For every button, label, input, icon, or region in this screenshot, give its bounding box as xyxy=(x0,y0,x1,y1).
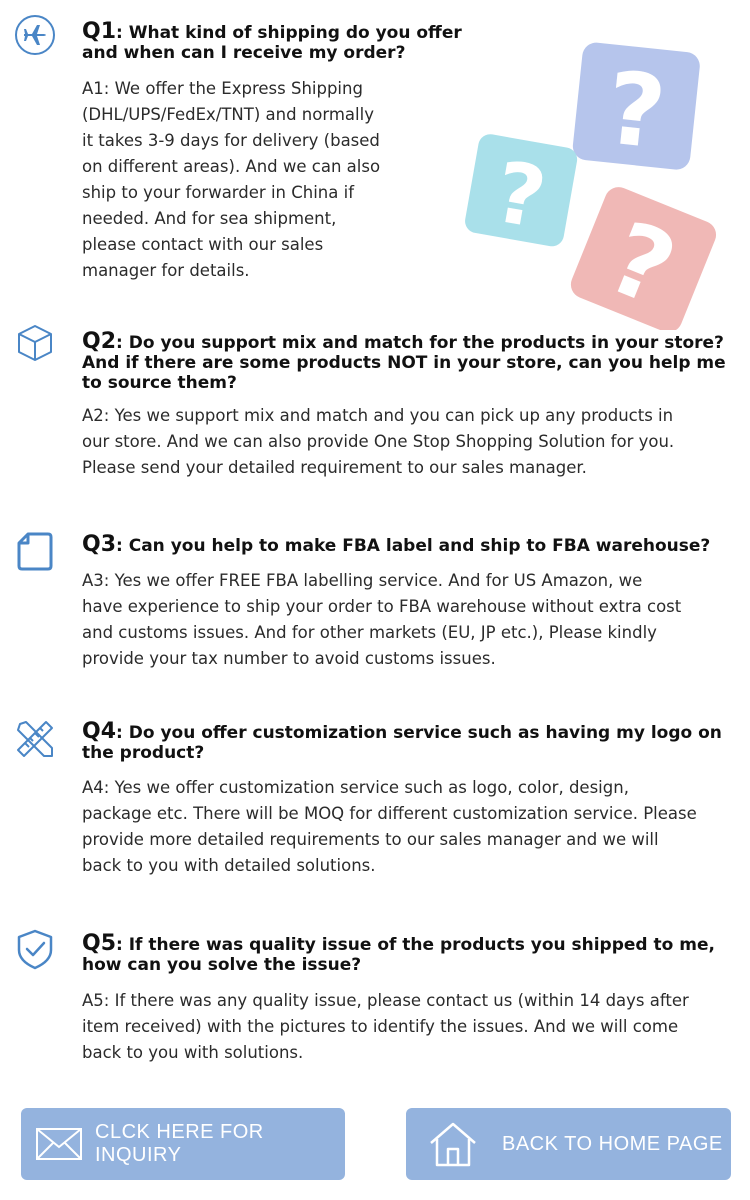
answer-text: A3: Yes we offer FREE FBA labelling service. And for US Amazon, we have experience to ship your order to FBA warehouse without extra cost and customs issues. And for other markets (EU, JP etc.), Please kindly provide your tax number to avoid customs issues. xyxy=(82,571,682,668)
question-text: : Do you support mix and match for the products in your store? And if there are some products NOT in your store, can you help me to source them? xyxy=(82,333,726,393)
red-question-tile xyxy=(565,183,720,330)
ruler-pencil-icon xyxy=(14,718,56,760)
question-number: Q4 xyxy=(82,719,117,744)
question-text: : Do you offer customization service such as having my logo on the product? xyxy=(82,723,722,763)
question-text: : If there was quality issue of the products you shipped to me, how can you solve the issue? xyxy=(82,935,715,975)
question-text: : What kind of shipping do you offer and when can I receive my order? xyxy=(82,23,462,63)
answer-text: A5: If there was any quality issue, please contact us (within 14 days after item received) with the pictures to identify the issues. And we will come back to you with solutions. xyxy=(82,991,689,1062)
question-number: Q1 xyxy=(82,19,117,44)
home-button[interactable] xyxy=(406,1108,731,1180)
blue-question-tile xyxy=(571,41,701,175)
question-number: Q3 xyxy=(82,532,117,557)
document-icon xyxy=(14,530,56,572)
home-button-label: BACK TO HOME PAGE xyxy=(502,1132,723,1155)
box-icon xyxy=(14,322,56,364)
house-icon xyxy=(428,1121,478,1167)
question-number: Q5 xyxy=(82,931,117,956)
decoration-glyph: ? xyxy=(487,142,553,248)
answer-text: A1: We offer the Express Shipping (DHL/UPS/FedEx/TNT) and normally it takes 3-9 days for delivery (based on different areas). And we can also ship to your forwarder in China if needed. And for sea shipment, please contact with our sales manager for details. xyxy=(82,79,381,280)
decoration-glyph: ? xyxy=(592,198,691,329)
answer-text: A2: Yes we support mix and match and you can pick up any products in our store. And we can also provide One Stop Shopping Solution for you. Please send your detailed requirement to our sales manager. xyxy=(82,406,675,477)
envelope-icon xyxy=(35,1127,83,1161)
inquiry-button-label: CLCK HERE FOR INQUIRY xyxy=(95,1121,264,1166)
cyan-question-tile xyxy=(462,132,579,252)
answer-text: A4: Yes we offer customization service such as logo, color, design, package etc. There will be MOQ for different customization service. Please provide more detailed requirements to our sales manager and we will back to you with detailed solutions. xyxy=(82,778,697,875)
shield-check-icon xyxy=(14,928,56,970)
inquiry-button[interactable] xyxy=(21,1108,345,1180)
question-number: Q2 xyxy=(82,329,117,354)
question-text: : Can you help to make FBA label and ship to FBA warehouse? xyxy=(116,536,711,556)
airplane-icon xyxy=(14,14,56,56)
decoration-glyph: ? xyxy=(600,49,671,172)
question-mark-decoration xyxy=(460,40,730,330)
